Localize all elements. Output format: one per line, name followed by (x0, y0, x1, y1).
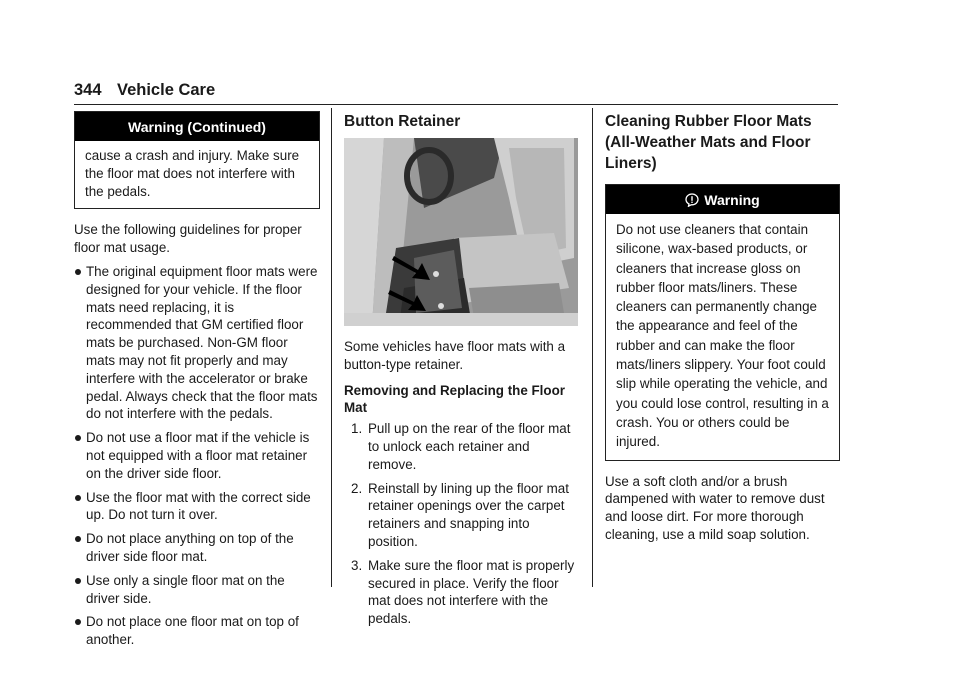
procedure-subheading: Removing and Replacing the Floor Mat (344, 382, 565, 416)
warning-continued-box (74, 111, 320, 209)
warning-text: cause a crash and injury. Make sure the floor mat does not interfere with the pedals. (85, 148, 300, 199)
step-text: Make sure the floor mat is properly secured in place. Verify the floor mat does not interfere with the pedals. (368, 557, 575, 627)
step-item (344, 480, 580, 551)
step-number: 1. (351, 421, 363, 437)
step-item (344, 557, 580, 628)
step-number: 3. (351, 557, 363, 573)
column-middle (344, 111, 580, 634)
warning-icon (685, 193, 699, 207)
list-item: Use the floor mat with the correct side up. Do not turn it over. (74, 489, 320, 525)
step-text: Reinstall by lining up the floor mat retainer openings over the carpet retainers and snapping into position. (368, 480, 569, 549)
step-number: 2. (351, 480, 363, 496)
column-divider (592, 108, 593, 587)
column-divider (331, 108, 332, 587)
page-number: 344 (74, 81, 102, 99)
list-item: Do not use a floor mat if the vehicle is not equipped with a floor mat retainer on the driver side floor. (74, 429, 320, 482)
list-item: Do not place one floor mat on top of another. (74, 613, 320, 649)
warning-title: Warning (Continued) (75, 112, 319, 141)
list-item: Use only a single floor mat on the driver side. (74, 572, 320, 608)
list-item: Do not place anything on top of the driver side floor mat. (74, 530, 320, 566)
column-right (605, 111, 840, 544)
cleaning-heading: Cleaning Rubber Floor Mats (All-Weather Mats and Floor Liners) (605, 113, 812, 172)
section-title: Vehicle Care (117, 81, 216, 99)
column-left (74, 111, 320, 655)
guidelines-list (74, 263, 320, 649)
step-item (344, 420, 580, 473)
retainer-caption: Some vehicles have floor mats with a button-type retainer. (344, 339, 566, 372)
page-header (74, 80, 838, 105)
warning-box (605, 184, 840, 461)
step-text: Pull up on the rear of the floor mat to unlock each retainer and remove. (368, 421, 571, 472)
floor-mat-retainer-photo (344, 138, 578, 326)
list-item: The original equipment floor mats were designed for your vehicle. If the floor mats need replacing, it is recommended that GM certified floor mats be purchased. Non-GM floor mats may not fit properly and may interfere with the accelerator or brake pedal. Always check that the floor mats do not interfere with the pedals. (74, 263, 320, 423)
procedure-steps (344, 420, 580, 628)
cleaning-paragraph: Use a soft cloth and/or a brush dampened with water to remove dust and loose dirt. For more thorough cleaning, use a mild soap solution. (605, 473, 825, 542)
warning-title: Warning (704, 192, 760, 208)
warning-header (606, 185, 839, 214)
intro-paragraph: Use the following guidelines for proper floor mat usage. (74, 222, 302, 256)
warning-text: Do not use cleaners that contain silicone, wax-based products, or cleaners that increase gloss on rubber floor mats/liners. These cleaners can permanently change the appearance and feel of the rubber and can make the floor mats/liners slippery. Your foot could slip while operating the vehicle, and you could lose control, resulting in a crash. You or others could be injured. (616, 222, 829, 450)
button-retainer-heading: Button Retainer (344, 113, 461, 130)
